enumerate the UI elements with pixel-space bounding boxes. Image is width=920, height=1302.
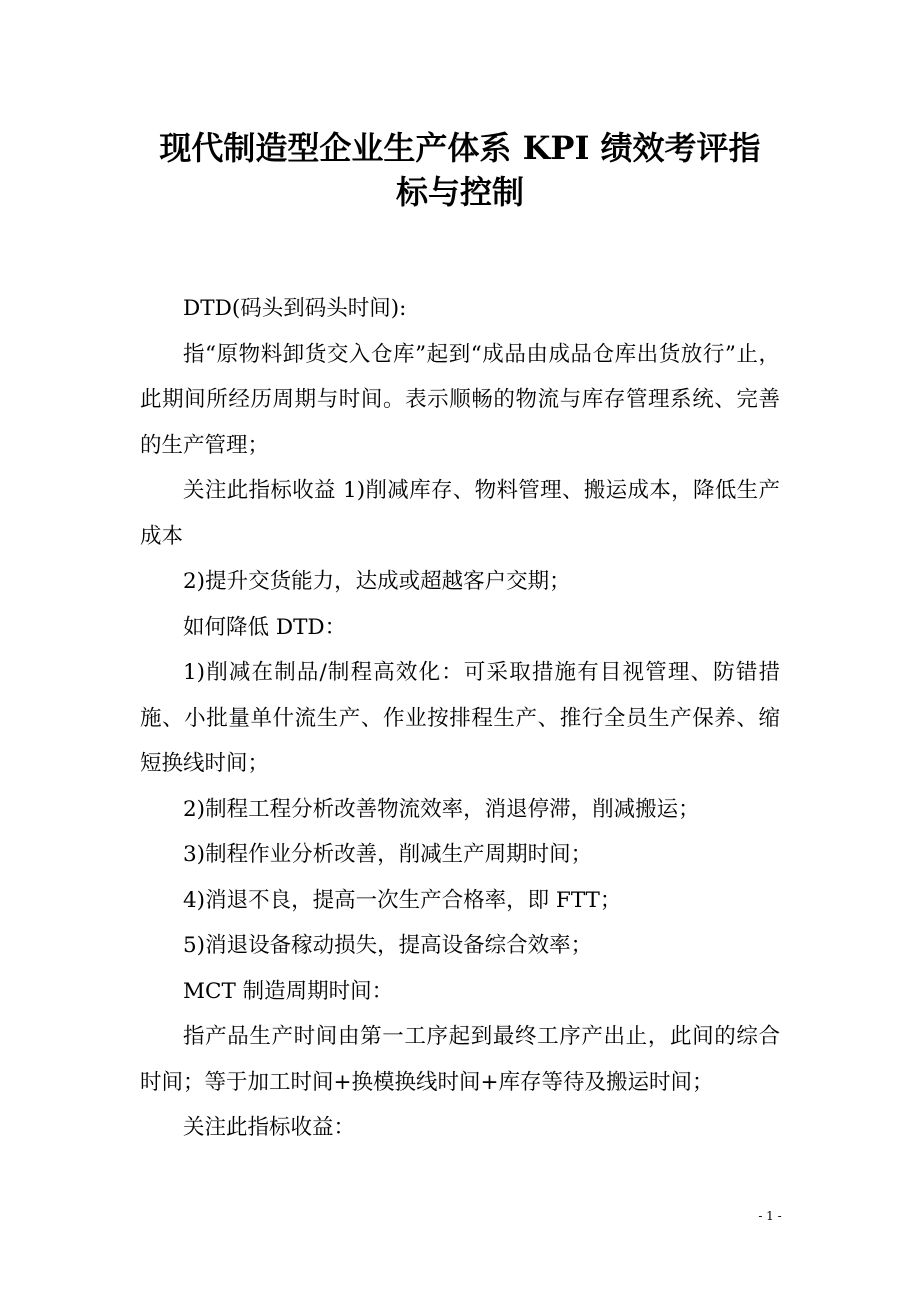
paragraph-dtd-heading: DTD(码头到码头时间): — [183, 296, 407, 321]
document-body — [140, 286, 780, 1151]
document-title — [100, 126, 820, 214]
paragraph-mct-benefit-heading: 关注此指标收益： — [183, 1115, 356, 1140]
title-line-1: 现代制造型企业生产体系 KPI 绩效考评指 — [159, 129, 761, 167]
paragraph-reduce-dtd-5: 5)消退设备稼动损失，提高设备综合效率； — [183, 933, 593, 958]
paragraph-reduce-dtd-2: 2)制程工程分析改善物流效率，消退停滞，削减搬运； — [183, 796, 700, 822]
page-number: - 1 - — [758, 1209, 782, 1223]
paragraph-reduce-dtd-4: 4)消退不良，提高一次生产合格率，即 FTT； — [183, 887, 622, 913]
paragraph-reduce-dtd-1: 1)削减在制品/制程高效化：可采取措施有目视管理、防错措施、小批量单什流生产、作业按排程生产、推行全员生产保养、缩短换线时间； — [140, 660, 780, 776]
paragraph-dtd-benefit-2: 2)提升交货能力，达成或超越客户交期； — [183, 569, 571, 594]
paragraph-reduce-dtd-3: 3)制程作业分析改善，削减生产周期时间； — [183, 842, 593, 867]
paragraph-reduce-dtd-heading: 如何降低 DTD： — [183, 614, 347, 640]
paragraph-mct-definition: 指产品生产时间由第一工序起到最终工序产出止，此间的综合时间；等于加工时间+换模换线时间+库存等待及搬运时间； — [140, 1024, 780, 1095]
paragraph-mct-heading: MCT 制造周期时间： — [183, 978, 394, 1004]
title-line-2: 标与控制 — [395, 173, 524, 211]
paragraph-dtd-definition: 指“原物料卸货交入仓库”起到“成品由成品仓库出货放行”止，此期间所经历周期与时间。表示顺畅的物流与库存管理系统、完善的生产管理； — [140, 341, 780, 458]
paragraph-dtd-benefit-1: 关注此指标收益 1)削减库存、物料管理、搬运成本，降低生产成本 — [140, 478, 780, 549]
